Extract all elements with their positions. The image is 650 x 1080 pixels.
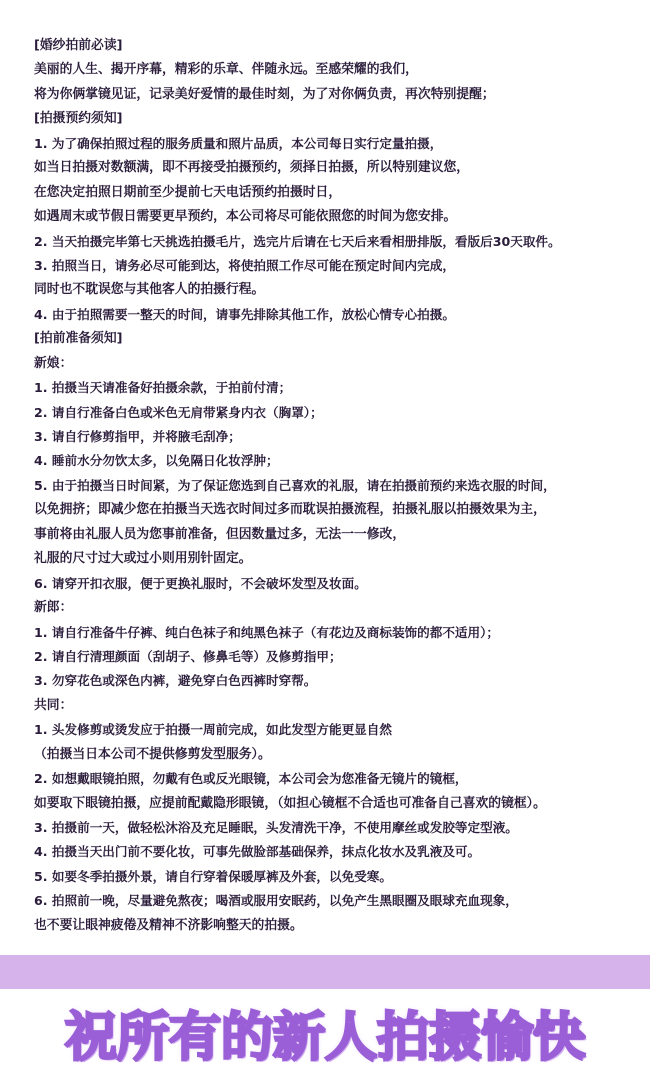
notice-document: [34, 34, 646, 938]
text-line: 将为你俩掌镜见证，记录美好爱情的最佳时刻，为了对你俩负责，再次特别提醒；: [34, 86, 495, 102]
numbered-item: 2. 请自行准备白色或米色无肩带紧身内衣（胸罩）；: [34, 404, 323, 420]
numbered-item: 2. 如想戴眼镜拍照，勿戴有色或反光眼镜，本公司会为您准备无镜片的镜框，: [34, 771, 468, 787]
text-line: （拍摄当日本公司不提供修剪发型服务）。: [34, 746, 271, 762]
numbered-item: 6. 拍照前一晚，尽量避免熬夜；喝酒或服用安眠药，以免产生黑眼圈及眼球充血现象，: [34, 893, 518, 909]
numbered-item: 1. 为了确保拍照过程的服务质量和照片品质，本公司每日实行定量拍摄，: [34, 135, 443, 151]
numbered-item: 3. 拍摄前一天，做轻松沐浴及充足睡眠，头发清洗干净，不使用摩丝或发胶等定型液。: [34, 820, 518, 835]
numbered-item: 1. 头发修剪或烫发应于拍摄一周前完成，如此发型方能更显自然: [34, 722, 392, 738]
numbered-item: 2. 当天拍摄完毕第七天挑选拍摄毛片，选完片后请在七天后来看相册排版，看版后30天取件。: [34, 233, 561, 249]
numbered-item: 4. 由于拍照需要一整天的时间，请事先排除其他工作，放松心情专心拍摄。: [34, 306, 455, 322]
text-line: 事前将由礼服人员为您事前准备，但因数量过多，无法一一修改，: [34, 526, 406, 542]
numbered-item: 5. 如要冬季拍摄外景，请自行穿着保暖厚裤及外套，以免受寒。: [34, 868, 392, 884]
closing-slogan: 祝所有的新人拍摄愉快: [64, 1008, 585, 1068]
numbered-item: 3. 请自行修剪指甲，并将腋毛刮净；: [34, 429, 241, 444]
numbered-item: 4. 拍摄当天出门前不要化妆，可事先做脸部基础保养，抹点化妆水及乳液及可。: [34, 844, 481, 860]
text-line: 在您决定拍照日期前至少提前七天电话预约拍摄时日，: [34, 184, 342, 200]
text-line: 礼服的尺寸过大或过小则用别针固定。: [34, 551, 252, 567]
text-line: 同时也不耽误您与其他客人的拍摄行程。: [34, 282, 265, 298]
numbered-item: 4. 睡前水分勿饮太多，以免隔日化妆浮肿；: [34, 453, 279, 469]
section-heading: [婚纱拍前必读]: [34, 38, 123, 53]
subsection-heading: 新娘：: [34, 355, 73, 371]
subsection-heading: 共同：: [34, 697, 73, 713]
numbered-item: 1. 拍摄当天请准备好拍摄余款，于拍前付清；: [34, 380, 292, 396]
text-line: 如要取下眼镜拍摄，应提前配戴隐形眼镜，（如担心镜框不合适也可准备自己喜欢的镜框）。: [34, 795, 546, 811]
numbered-item: 1. 请自行准备牛仔裤、纯白色袜子和纯黑色袜子（有花边及商标装饰的都不适用）；: [34, 624, 500, 640]
text-line: 美丽的人生、揭开序幕，精彩的乐章、伴随永远。至感荣耀的我们，: [34, 62, 418, 78]
decorative-band: [0, 955, 650, 989]
numbered-item: 6. 请穿开扣衣服，便于更换礼服时，不会破坏发型及妆面。: [34, 575, 367, 591]
numbered-item: 5. 由于拍摄当日时间紧，为了保证您选到自己喜欢的礼服，请在拍摄前预约来选衣服的时间，: [34, 477, 556, 493]
text-line: 如当日拍摄对数额满，即不再接受拍摄预约，须择日拍摄，所以特别建议您，: [34, 160, 470, 176]
text-line: 也不要让眼神疲倦及精神不济影响整天的拍摄。: [34, 917, 303, 933]
subsection-heading: 新郎：: [34, 600, 73, 616]
section-heading: [拍摄预约须知]: [34, 111, 123, 127]
numbered-item: 3. 拍照当日，请务必尽可能到达，将使拍照工作尽可能在预定时间内完成，: [34, 257, 455, 273]
numbered-item: 2. 请自行清理颜面（刮胡子、修鼻毛等）及修剪指甲；: [34, 648, 342, 664]
section-heading: [拍前准备须知]: [34, 331, 123, 347]
numbered-item: 3. 勿穿花色或深色内裤，避免穿白色西裤时穿帮。: [34, 673, 317, 689]
text-line: 以免拥挤；即减少您在拍摄当天选衣时间过多而耽误拍摄流程，拍摄礼服以拍摄效果为主，: [34, 502, 546, 518]
text-line: 如遇周末或节假日需要更早预约，本公司将尽可能依照您的时间为您安排。: [34, 209, 457, 225]
